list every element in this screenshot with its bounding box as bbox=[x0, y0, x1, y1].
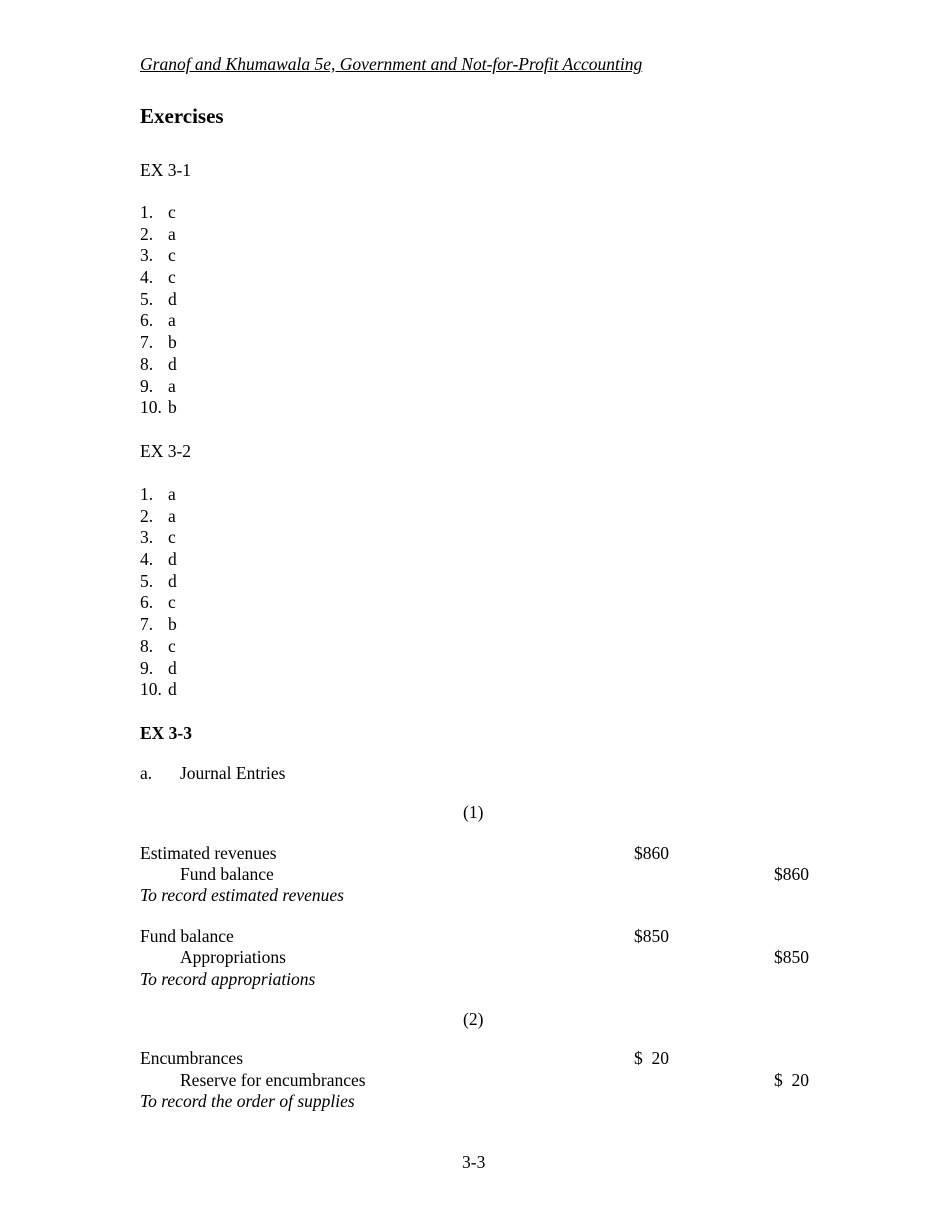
answer-choice: d bbox=[168, 549, 177, 570]
entry-1-memo: To record estimated revenues bbox=[140, 885, 344, 905]
answer-choice: a bbox=[168, 484, 176, 504]
answer-choice: a bbox=[168, 223, 176, 244]
entry-3-credit-amount: $ 20 bbox=[774, 1070, 809, 1090]
answer-item bbox=[140, 202, 177, 224]
answer-choice: a bbox=[168, 310, 176, 331]
answer-choice: b bbox=[168, 332, 177, 353]
part-title: Journal Entries bbox=[180, 763, 286, 783]
answer-number: 6. bbox=[140, 310, 154, 331]
answer-choice: b bbox=[168, 614, 177, 635]
answer-item bbox=[140, 549, 177, 571]
entry-1-debit-amount: $860 bbox=[634, 843, 669, 863]
answer-item bbox=[140, 376, 177, 398]
entry-1-debit-account: Estimated revenues bbox=[140, 843, 277, 863]
answer-choice: c bbox=[168, 202, 176, 222]
answer-number: 8. bbox=[140, 353, 154, 374]
ex-3-1-answer-list bbox=[140, 202, 177, 419]
answer-item bbox=[140, 571, 177, 593]
answer-choice: c bbox=[168, 527, 176, 548]
answer-number: 4. bbox=[140, 549, 154, 570]
answer-item bbox=[140, 506, 177, 528]
answer-item bbox=[140, 527, 177, 549]
answer-number: 4. bbox=[140, 267, 154, 288]
answer-number: 9. bbox=[140, 375, 154, 396]
page-number: 3-3 bbox=[462, 1152, 486, 1172]
answer-item bbox=[140, 332, 177, 354]
answer-choice: d bbox=[168, 657, 177, 678]
answer-item bbox=[140, 397, 177, 419]
answer-number: 6. bbox=[140, 592, 154, 613]
answer-item bbox=[140, 310, 177, 332]
answer-choice: d bbox=[168, 679, 177, 700]
answer-number: 2. bbox=[140, 505, 154, 526]
answer-choice: a bbox=[168, 375, 176, 396]
answer-item bbox=[140, 614, 177, 636]
entry-2-credit-amount: $850 bbox=[774, 947, 809, 967]
entry-2-debit-amount: $850 bbox=[634, 926, 669, 946]
answer-choice: d bbox=[168, 570, 177, 591]
entry-2-memo: To record appropriations bbox=[140, 969, 316, 989]
entry-3-debit-account: Encumbrances bbox=[140, 1048, 244, 1068]
answer-choice: c bbox=[168, 592, 176, 613]
answer-number: 7. bbox=[140, 614, 154, 635]
ex-3-1-label: EX 3-1 bbox=[140, 160, 192, 180]
running-header: Granof and Khumawala 5e, Government and Not-for-Profit Accounting bbox=[140, 54, 643, 74]
answer-item bbox=[140, 289, 177, 311]
ex-3-2-answer-list bbox=[140, 484, 177, 701]
answer-item bbox=[140, 636, 177, 658]
ex-3-2-label: EX 3-2 bbox=[140, 441, 192, 461]
answer-choice: c bbox=[168, 267, 176, 288]
ex-3-3-label: EX 3-3 bbox=[140, 723, 193, 743]
answer-choice: d bbox=[168, 353, 177, 374]
answer-item bbox=[140, 484, 177, 506]
answer-choice: c bbox=[168, 245, 176, 266]
part-letter: a. bbox=[140, 763, 153, 783]
section-title: Exercises bbox=[140, 104, 224, 128]
answer-item bbox=[140, 679, 177, 701]
answer-choice: b bbox=[168, 397, 177, 418]
answer-number: 10. bbox=[140, 397, 162, 418]
entry-3-memo: To record the order of supplies bbox=[140, 1091, 355, 1111]
answer-number: 2. bbox=[140, 223, 154, 244]
entry-3-debit-amount: $ 20 bbox=[634, 1048, 669, 1068]
answer-item bbox=[140, 592, 177, 614]
answer-item bbox=[140, 267, 177, 289]
answer-item bbox=[140, 224, 177, 246]
answer-number: 3. bbox=[140, 245, 154, 266]
group-2-label: (2) bbox=[463, 1009, 484, 1029]
entry-2-debit-account: Fund balance bbox=[140, 926, 234, 946]
group-1-label: (1) bbox=[463, 802, 484, 822]
answer-item bbox=[140, 658, 177, 680]
answer-number: 8. bbox=[140, 635, 154, 656]
answer-choice: c bbox=[168, 635, 176, 656]
entry-1-credit-account: Fund balance bbox=[180, 864, 274, 884]
answer-item bbox=[140, 354, 177, 376]
answer-choice: d bbox=[168, 288, 177, 309]
entry-2-credit-account: Appropriations bbox=[180, 947, 286, 967]
entry-1-credit-amount: $860 bbox=[774, 864, 809, 884]
answer-number: 3. bbox=[140, 527, 154, 548]
answer-choice: a bbox=[168, 505, 176, 526]
answer-number: 5. bbox=[140, 288, 154, 309]
answer-number: 10. bbox=[140, 679, 162, 700]
answer-number: 1. bbox=[140, 202, 154, 222]
answer-number: 1. bbox=[140, 484, 154, 504]
answer-number: 7. bbox=[140, 332, 154, 353]
entry-3-credit-account: Reserve for encumbrances bbox=[180, 1070, 366, 1090]
answer-number: 9. bbox=[140, 657, 154, 678]
answer-number: 5. bbox=[140, 570, 154, 591]
answer-item bbox=[140, 245, 177, 267]
